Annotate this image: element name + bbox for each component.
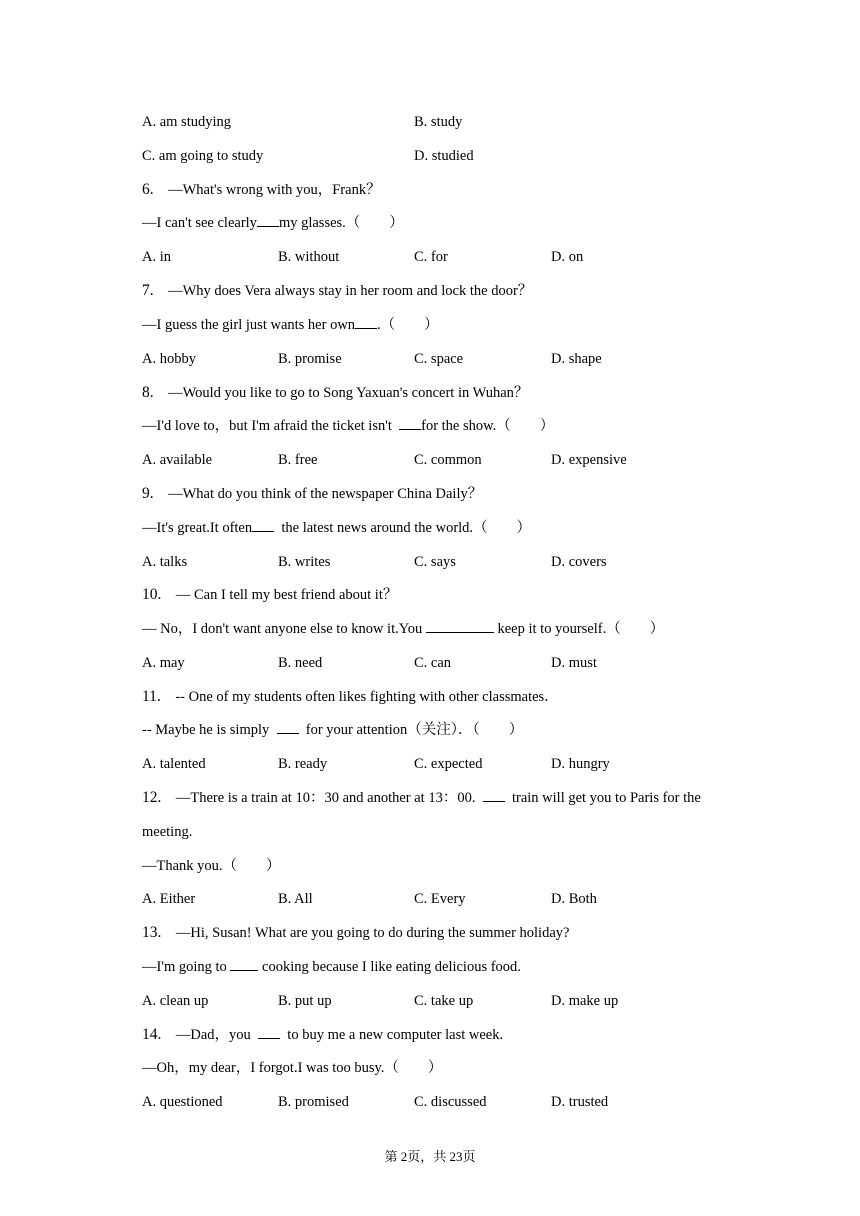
option-c: C. discussed [414,1094,487,1110]
option-b: B. promise [278,351,342,367]
answer-blank [483,789,505,802]
question-text: my glasses.（ ） [278,215,404,231]
option-b: B. without [278,249,340,265]
question-text: —There is a train at 10：30 and another at 13：00. [175,790,483,806]
question-text: for your attention（关注）．（ ） [298,722,524,738]
question-text: -- Maybe he is simply [142,722,277,738]
answer-blank [258,1026,280,1039]
option-b: B. All [278,891,313,907]
option-b: B. writes [278,554,331,570]
option-a: A. hobby [142,351,196,367]
question-11-line-2 [142,721,523,739]
question-12-line-2: —Thank you.（ ） [142,858,281,874]
question-text: —I'm going to [142,959,231,975]
option-b: B. ready [278,756,328,772]
question-number: 6. [142,181,154,198]
answer-blank [277,721,299,734]
question-7-line-2 [142,316,439,334]
option-d: D. hungry [551,756,610,772]
option-d: D. trusted [551,1094,609,1110]
option-c: C. expected [414,756,483,772]
option-a: A. Either [142,891,196,907]
option-c: C. for [414,249,448,265]
question-text: —I'd love to，but I'm afraid the ticket isn't [142,418,400,434]
question-text: keep it to yourself.（ ） [493,621,665,637]
question-14-line-2: —Oh，my dear，I forgot.I was too busy.（ ） [142,1060,443,1076]
option-c: C. says [414,554,456,570]
question-number: 11. [142,688,161,705]
question-12-line-1 [142,789,701,807]
answer-blank [230,958,258,971]
question-text: — Can I tell my best friend about it？ [175,587,398,603]
question-text: —I can't see clearly [142,215,257,231]
question-text: .（ ） [377,317,439,333]
question-text: for the show.（ ） [421,418,555,434]
question-text: —Why does Vera always stay in her room and lock the door？ [168,283,533,299]
option-b: B. promised [278,1094,349,1110]
option-c: C. Every [414,891,466,907]
option-b: B. put up [278,993,332,1009]
question-text: —Dad，you [175,1027,259,1043]
question-text: —Would you like to go to Song Yaxuan's concert in Wuhan？ [168,385,529,401]
option-d: D. studied [414,148,474,164]
answer-blank [257,214,279,227]
option-d: D. expensive [551,452,627,468]
question-9-line-2 [142,519,531,537]
answer-blank [252,519,274,532]
question-10-line-1 [142,586,397,604]
option-c: C. common [414,452,482,468]
option-c: C. space [414,351,464,367]
option-d: D. Both [551,891,597,907]
question-text: cooking because I like eating delicious food. [258,959,521,975]
option-c: C. take up [414,993,474,1009]
option-a: A. clean up [142,993,209,1009]
question-9-line-1 [142,485,482,503]
question-number: 14. [142,1026,162,1043]
question-6-line-1 [142,181,381,199]
question-13-line-2 [142,958,521,976]
question-text: -- One of my students often likes fighting with other classmates． [175,689,559,705]
option-a: A. may [142,655,185,671]
question-text: —Hi, Susan! What are you going to do during the summer holiday? [175,925,570,941]
option-d: D. make up [551,993,619,1009]
question-text: — No，I don't want anyone else to know it.You [142,621,426,637]
question-text: the latest news around the world.（ ） [274,520,532,536]
question-number: 8. [142,384,154,401]
question-number: 9. [142,485,154,502]
question-7-line-1 [142,282,532,300]
page-footer: 第 2页，共 23页 [384,1149,476,1164]
option-b: B. study [414,114,463,130]
question-number: 7. [142,282,154,299]
option-a: A. talented [142,756,206,772]
answer-blank [426,620,494,633]
question-6-line-2 [142,214,404,232]
question-number: 10. [142,586,162,603]
option-d: D. must [551,655,597,671]
question-8-line-1 [142,384,528,402]
option-d: D. covers [551,554,607,570]
question-13-line-1 [142,924,569,942]
option-b: B. free [278,452,318,468]
answer-blank [355,316,377,329]
option-c: C. can [414,655,452,671]
option-a: A. in [142,249,171,265]
question-text: to buy me a new computer last week. [280,1027,504,1043]
option-d: D. shape [551,351,602,367]
question-text: —What's wrong with you，Frank？ [168,182,381,198]
question-number: 13. [142,924,162,941]
option-a: A. questioned [142,1094,223,1110]
option-a: A. talks [142,554,188,570]
answer-blank [399,417,421,430]
question-14-line-1 [142,1026,503,1044]
question-text: —It's great.It often [142,520,253,536]
option-a: A. am studying [142,114,232,130]
question-12-line-1-cont: meeting. [142,824,193,840]
question-text: train will get you to Paris for the [504,790,701,806]
question-number: 12. [142,789,162,806]
option-d: D. on [551,249,584,265]
option-b: B. need [278,655,323,671]
option-a: A. available [142,452,213,468]
option-c: C. am going to study [142,148,264,164]
question-text: —I guess the girl just wants her own [142,317,356,333]
question-8-line-2 [142,417,554,435]
question-10-line-2 [142,620,664,638]
question-text: —What do you think of the newspaper China Daily？ [168,486,483,502]
question-11-line-1 [142,688,559,706]
